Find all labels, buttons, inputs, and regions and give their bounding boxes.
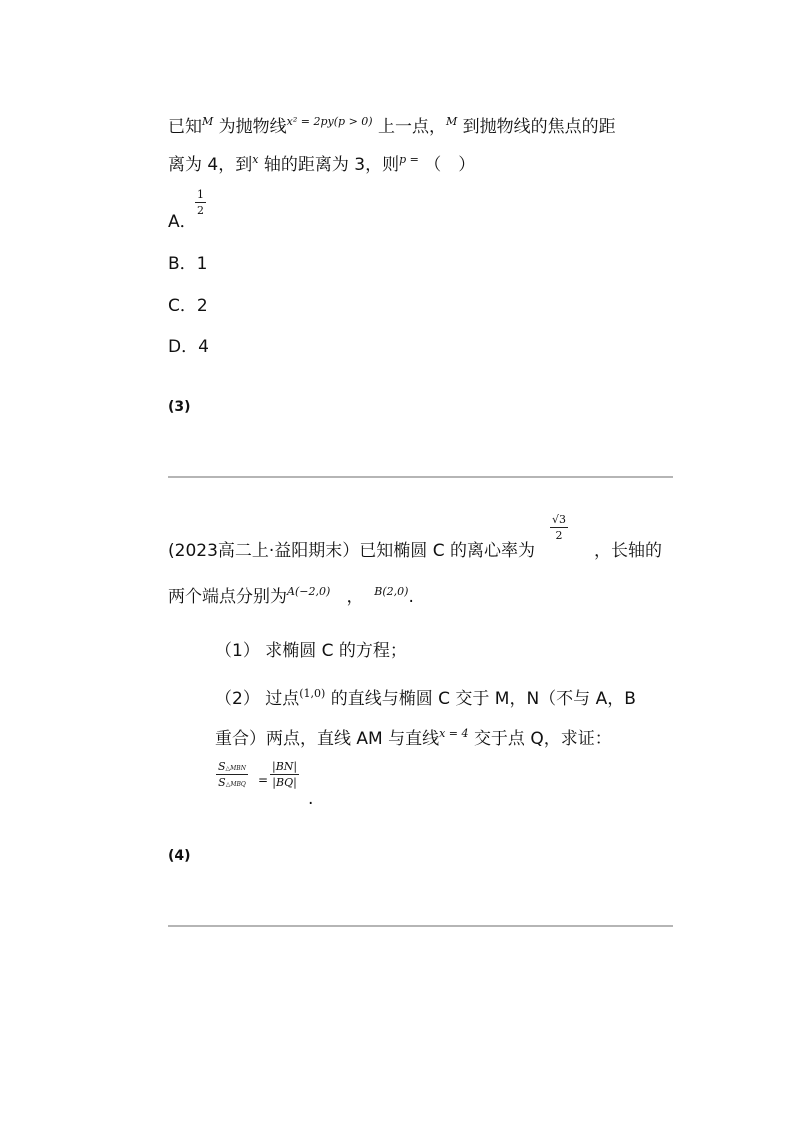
proof-end-period: .	[308, 789, 314, 809]
math-point: (1,0)	[299, 687, 326, 700]
question-number-3: (3)	[168, 399, 191, 415]
question-number-4: (4)	[168, 848, 191, 864]
q2-stem-line2	[168, 148, 475, 177]
fraction-numerator	[216, 760, 248, 773]
math-parabola-equation: x² = 2py(p > 0)	[286, 115, 373, 128]
fraction-denominator	[216, 776, 248, 789]
fraction-numerator: √3	[552, 513, 567, 526]
fraction-denominator: 2	[197, 204, 204, 217]
fraction-numerator: 1	[197, 188, 204, 201]
math-point-b: B(2,0)	[374, 585, 409, 598]
subscript: △MBQ	[225, 781, 246, 788]
math-p-equals: p =	[399, 153, 419, 166]
option-a-label: A．	[168, 212, 197, 232]
fraction-denominator: 2	[555, 529, 563, 542]
divider	[168, 476, 673, 478]
fraction-bar	[270, 774, 299, 775]
divider	[168, 925, 673, 927]
fraction-bar	[550, 527, 568, 528]
symbol-s: S	[218, 760, 226, 773]
math-point-a: A(−2,0)	[287, 585, 331, 598]
equals-sign: =	[258, 773, 269, 787]
math-m: M	[446, 115, 458, 128]
fraction-denominator: |BQ|	[272, 776, 297, 789]
fraction-bar	[195, 202, 206, 203]
q2-text: （ ）	[424, 155, 476, 175]
fraction-numerator: |BN|	[272, 760, 298, 773]
eccentricity-fraction	[550, 513, 568, 542]
option-a-fraction	[195, 188, 206, 217]
length-ratio-fraction	[270, 760, 299, 789]
q3-text: （2） 过点	[215, 689, 300, 709]
q2-text: 到抛物线的焦点的距	[462, 117, 616, 137]
area-ratio-fraction	[216, 760, 248, 789]
q2-text: 上一点，	[378, 117, 446, 137]
math-line-x4: x = 4	[439, 727, 469, 740]
q2-text: 已知	[168, 117, 202, 137]
q2-text: 为抛物线	[218, 117, 287, 137]
q3-part2-line2	[215, 722, 612, 751]
symbol-s: S	[218, 776, 226, 789]
q2-stem-line1	[168, 110, 616, 139]
option-d: D．4	[168, 337, 209, 357]
q2-text: 轴的距离为 3，则	[263, 155, 400, 175]
q3-text: (2023高二上·益阳期末）已知椭圆 C 的离心率为	[168, 541, 535, 561]
q3-text: 交于点 Q，求证：	[473, 729, 612, 749]
q3-text: 重合）两点，直线 AM 与直线	[215, 729, 440, 749]
option-a	[168, 210, 197, 234]
option-c: C．2	[168, 296, 208, 316]
subscript: △MBN	[225, 765, 246, 772]
q2-text: 离为 4，到	[168, 155, 253, 175]
q3-text: 两个端点分别为	[168, 587, 287, 607]
option-b: B．1	[168, 254, 208, 274]
q3-part2-line1	[215, 682, 636, 711]
q3-line1	[168, 539, 535, 563]
q3-text: .	[408, 587, 414, 607]
q3-part1: （1） 求椭圆 C 的方程；	[215, 641, 407, 661]
q3-text: 的直线与椭圆 C 交于 M，N（不与 A，B	[330, 689, 636, 709]
math-x: x	[252, 153, 259, 166]
q3-text: ，	[346, 587, 364, 607]
fraction-bar	[216, 774, 248, 775]
math-m: M	[202, 115, 214, 128]
q3-line2	[168, 580, 414, 609]
q3-line1-tail: ，长轴的	[594, 541, 662, 561]
